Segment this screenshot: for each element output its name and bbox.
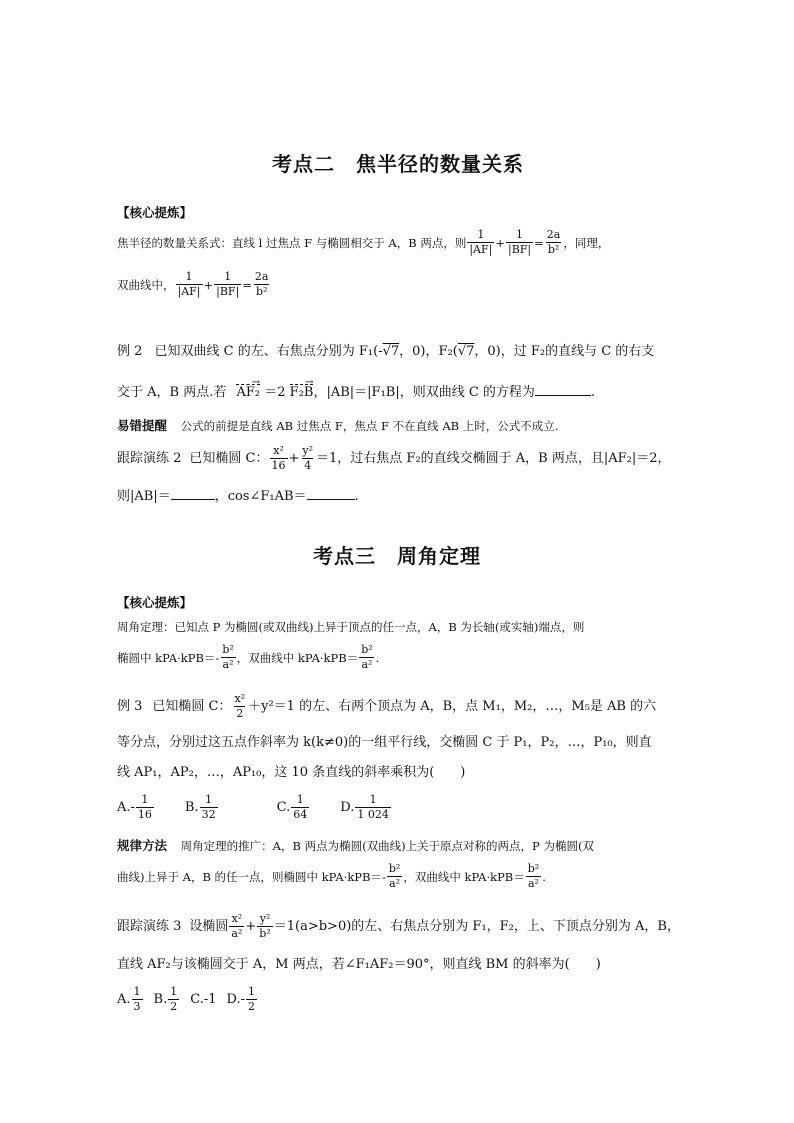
frac-num: 1: [516, 228, 524, 241]
plus-sign: +: [288, 450, 300, 466]
frac-num: 1: [185, 270, 193, 283]
frac-b2-a2: [359, 643, 374, 672]
example3-line2: 等分点，分别过这五点作斜率为 k(k≠0)的一组平行线，交椭圆 C 于 P₁，P₂，…，P₁₀，则直: [117, 735, 652, 750]
option-c-label: C.: [276, 799, 291, 815]
frac-b2-a2: [387, 862, 402, 891]
track3-line1: [117, 912, 680, 941]
frac-den: b²: [259, 927, 271, 940]
plus-sign: +: [203, 277, 214, 292]
frac-num: b²: [527, 862, 540, 875]
example3-label: 例 3: [117, 698, 143, 714]
t-option-d-label: D.-: [226, 991, 245, 1007]
frac-den: 1 024: [357, 808, 389, 821]
frac-1-bf: [214, 270, 241, 299]
t-option-d-frac: [246, 985, 257, 1014]
period: .: [590, 385, 596, 400]
frac-1-af: [467, 228, 494, 257]
section3-core-tag: 【核心提炼】: [117, 595, 193, 610]
section2-core-line1: [117, 228, 609, 257]
warning-label: 易错提醒: [117, 418, 168, 433]
option-a-frac: [136, 793, 154, 822]
frac-num: b²: [222, 643, 234, 656]
frac-den: 2: [236, 707, 244, 720]
option-a-label: A.-: [117, 799, 135, 815]
track3-text-b: ＝1(a>b>0)的左、右焦点分别为 F₁，F₂，上、下顶点分别为 A，B，: [273, 918, 680, 934]
method-text-c: ，双曲线中 kPA·kPB＝: [403, 869, 525, 884]
section2-core-text: 焦半径的数量关系式：直线 l 过焦点 F 与椭圆相交于 A，B 两点，则: [117, 235, 467, 250]
frac-den: 2: [170, 1000, 178, 1013]
frac-1-af: [176, 270, 203, 299]
frac-den: 32: [201, 808, 216, 821]
frac-num: b²: [361, 643, 373, 656]
period: .: [354, 489, 359, 504]
method-text-a: 周角定理的推广：A，B 两点为椭圆(双曲线)上关于原点对称的两点，P 为椭圆(双: [180, 839, 594, 853]
method-label: 规律方法: [117, 838, 168, 853]
frac-num: y²: [259, 912, 271, 925]
track3-line2: 直线 AF₂与该椭圆交于 A，M 两点，若∠F₁AF₂＝90°，则直线 BM 的斜率为( ): [117, 957, 601, 972]
track3-text-a: 设椭圆: [189, 918, 229, 934]
plus-sign: +: [245, 918, 257, 934]
ellipse-formula: 椭圆中 kPA·kPB＝-: [117, 650, 220, 665]
frac-y2-4: [300, 444, 315, 473]
track2-text-b: ＝1，过右焦点 F₂的直线交椭圆于 A，B 两点，且|AF₂|＝2，: [316, 450, 671, 466]
frac-num: 1: [133, 985, 141, 998]
track2-label: 跟踪演练 2: [117, 450, 182, 466]
frac-den: 16: [137, 808, 152, 821]
answer-blank: [307, 487, 355, 500]
frac-num: b²: [388, 862, 401, 875]
track2-text-d: ，cos∠F₁AB＝: [214, 489, 307, 504]
option-c-frac: [291, 793, 309, 822]
t-option-b-frac: [168, 985, 179, 1014]
example3-text-b: ＋y²＝1 的左、右两个顶点为 A，B，点 M₁，M₂，…，M₅是 AB 的六: [248, 698, 657, 714]
frac-num: 1: [141, 793, 149, 806]
example2-text-b: ，0)，F₂(: [399, 344, 458, 359]
frac-num: x²: [231, 912, 243, 925]
period: .: [542, 869, 546, 884]
track2-line2: [117, 487, 359, 507]
equals-sign: =: [534, 235, 544, 250]
option-d-frac: [355, 793, 391, 822]
frac-x2-a2: [229, 912, 244, 941]
section3-title: 考点三 周角定理: [313, 544, 481, 568]
frac-den: |AF|: [177, 285, 201, 298]
frac-den: |AF|: [469, 243, 493, 256]
frac-x2-16: [270, 444, 288, 473]
example3-text-a: 已知椭圆 C：: [152, 698, 232, 714]
section3-core-line2: [117, 643, 379, 672]
t-option-a-frac: [132, 985, 143, 1014]
option-b-label: B.: [184, 799, 199, 815]
example3-line3: 线 AP₁，AP₂，…，AP₁₀，这 10 条直线的斜率乘积为( ): [117, 765, 466, 780]
vector-eq: ＝2: [264, 385, 286, 400]
track2-line1: [117, 444, 671, 473]
frac-num: 1: [170, 985, 178, 998]
frac-num: 2a: [254, 270, 269, 283]
warning-text: 公式的前提是直线 AB 过焦点 F，焦点 F 不在直线 AB 上时，公式不成立.: [180, 419, 559, 433]
method-text-b: 曲线)上异于 A，B 的任一点，则椭圆中 kPA·kPB＝-: [117, 869, 386, 884]
frac-num: 2a: [546, 228, 561, 241]
frac-num: x²: [273, 444, 284, 457]
track3-options: [117, 985, 258, 1014]
frac-den: a²: [389, 877, 401, 890]
example2-text-d: 交于 A，B 两点.若: [117, 385, 227, 400]
frac-num: 1: [477, 228, 485, 241]
frac-num: 1: [224, 270, 232, 283]
frac-y2-b2: [257, 912, 272, 941]
answer-blank: [171, 487, 215, 500]
example2-line2: [117, 377, 596, 403]
example2-label: 例 2: [117, 344, 143, 359]
frac-den: 2: [247, 1000, 255, 1013]
example2-text-e: ，|AB|＝|F₁B|，则双曲线 C 的方程为: [313, 385, 535, 400]
section2-core-line2: [117, 270, 271, 299]
frac-den: a²: [222, 658, 234, 671]
frac-den: |BF|: [216, 285, 240, 298]
frac-1-bf: [506, 228, 533, 257]
sqrt7: √7: [457, 344, 475, 359]
example3-line1: [117, 692, 656, 721]
equals-sign: =: [242, 277, 252, 292]
track2-text-a: 已知椭圆 C：: [189, 450, 269, 466]
frac-den: a²: [528, 877, 539, 890]
t-option-a-label: A.: [117, 991, 131, 1007]
section2-title: 考点二 焦半径的数量关系: [272, 152, 524, 176]
frac-den: 64: [293, 808, 308, 821]
t-option-b-label: B.: [153, 991, 168, 1007]
frac-num: y²: [302, 444, 314, 457]
frac-den: b²: [255, 285, 268, 298]
frac-num: 1: [205, 793, 213, 806]
method-line1: [117, 836, 594, 856]
example3-options: [117, 793, 392, 822]
example2-line1: [117, 342, 654, 362]
frac-2a-b2: [545, 228, 563, 257]
frac-num: x²: [234, 692, 246, 705]
vector-f2b: → F₂B: [289, 377, 314, 400]
vector-af2-label: AF₂: [236, 385, 261, 400]
frac-2a-b2: [253, 270, 271, 299]
frac-x2-2: [233, 692, 248, 721]
frac-num: 1: [247, 985, 255, 998]
frac-den: b²: [547, 243, 560, 256]
hyperbola-formula: ，双曲线中 kPA·kPB＝: [236, 650, 359, 665]
answer-blank: [535, 383, 591, 396]
plus-sign: +: [495, 235, 505, 250]
option-b-frac: [200, 793, 218, 822]
vector-af2: → AF₂: [236, 377, 261, 400]
frac-b2-a2: [526, 862, 541, 891]
frac-den: a²: [361, 658, 373, 671]
frac-den: 4: [304, 459, 312, 472]
example2-text-a: 已知双曲线 C 的左、右焦点分别为 F₁(-: [154, 344, 383, 359]
example2-text-c: ，0)，过 F₂的直线与 C 的右支: [474, 344, 655, 359]
method-line2: [117, 862, 546, 891]
frac-num: 1: [369, 793, 377, 806]
line-end: ，同理，: [563, 235, 610, 250]
hyperbola-label: 双曲线中，: [117, 277, 175, 292]
frac-den: a²: [231, 927, 243, 940]
option-d-label: D.: [340, 799, 355, 815]
frac-num: 1: [296, 793, 304, 806]
section3-core-line1: 周角定理：已知点 P 为椭圆(或双曲线)上异于顶点的任一点，A，B 为长轴(或实轴)端点，则: [117, 620, 585, 634]
vector-f2b-label: F₂B: [289, 385, 314, 400]
frac-den: 16: [271, 459, 286, 472]
section2-core-tag: 【核心提炼】: [117, 205, 193, 220]
t-option-c: C.-1: [190, 991, 217, 1007]
frac-den: 3: [133, 1000, 141, 1013]
warning-line: [117, 416, 558, 436]
frac-b2-a2: [220, 643, 235, 672]
track3-label: 跟踪演练 3: [117, 918, 182, 934]
sqrt7: √7: [382, 344, 400, 359]
frac-den: |BF|: [507, 243, 532, 256]
period: .: [375, 650, 380, 665]
track2-text-c: 则|AB|＝: [117, 489, 171, 504]
